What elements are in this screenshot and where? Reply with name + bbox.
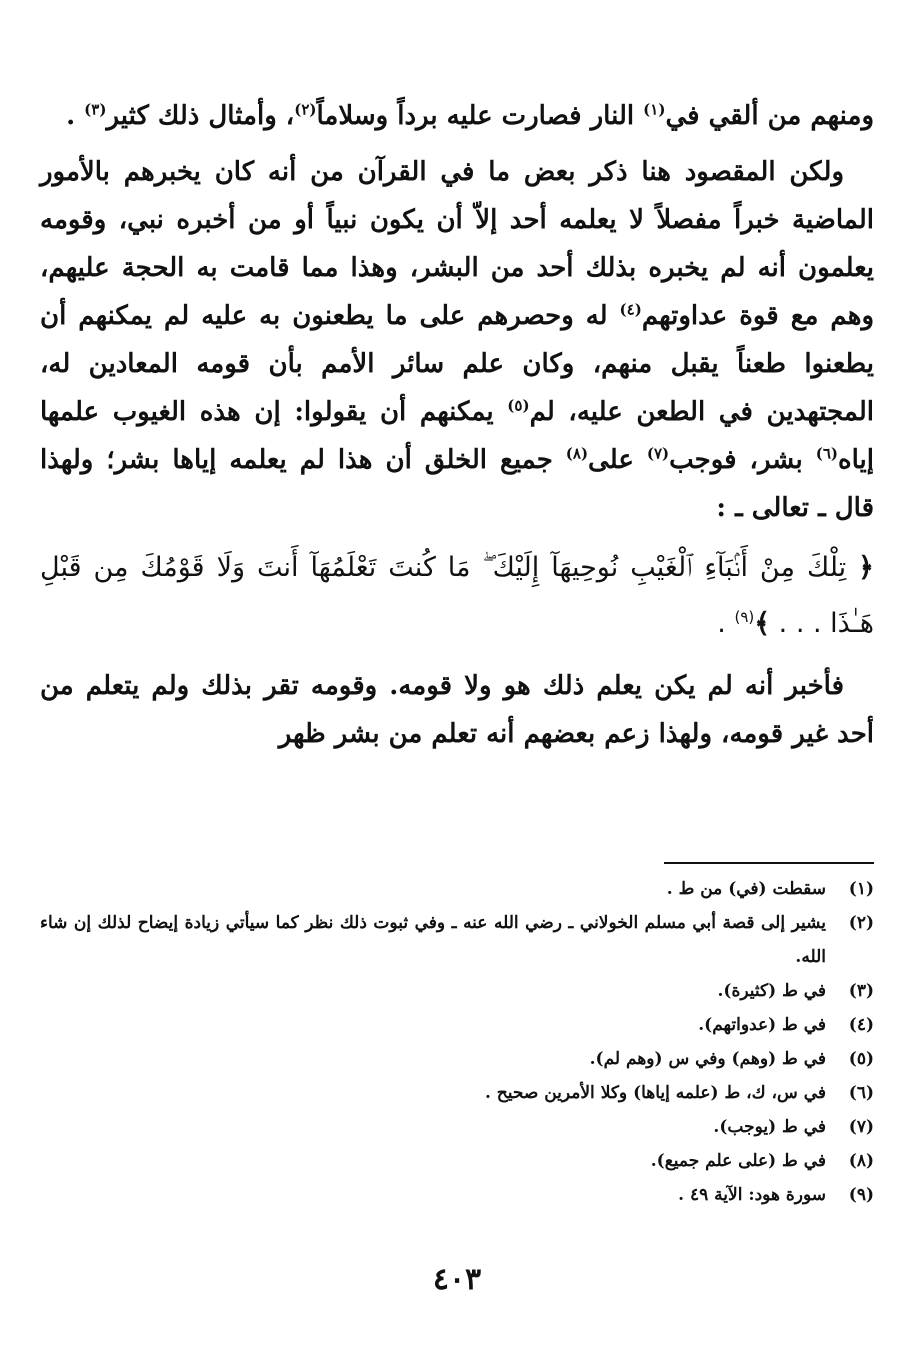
page-number: ٤٠٣ [432, 1262, 482, 1297]
main-text [40, 92, 874, 766]
footnote-number: (٤) [848, 1015, 874, 1035]
footnote-text: في س، ك، ط (علمه إياها) وكلا الأمرين صحيح . [484, 1083, 826, 1103]
paragraph-2-text-e: على [588, 445, 647, 475]
footnote-text: سورة هود: الآية ٤٩ . [678, 1185, 826, 1205]
footnote-item [40, 906, 874, 974]
footnote-number: (٩) [848, 1185, 874, 1205]
footnote-text: في ط (يوجب). [713, 1117, 826, 1137]
quran-open-bracket: ﴿ [858, 552, 874, 583]
book-page [40, 0, 874, 1370]
paragraph-1 [40, 92, 874, 140]
paragraph-2-text-d: بشر، فوجب [669, 445, 816, 475]
paragraph-1-text-c: ، وأمثال ذلك كثير [106, 101, 295, 131]
footnote-number: (١) [848, 879, 874, 899]
footnote-number: (٢) [848, 913, 874, 933]
footnote-number: (٦) [848, 1083, 874, 1103]
footnotes-list [40, 872, 874, 1212]
footnote-item [40, 1178, 874, 1212]
footnote-marker-2[interactable]: (٢) [294, 100, 317, 119]
footnote-marker-4[interactable]: (٤) [619, 300, 642, 319]
paragraph-2-text-b: له وحصرهم على ما يطعنون به عليه لم يمكنهم أن يطعنوا طعناً يقبل منهم، وكان علم سائر الأمم بأن قومه المعادين له، المجتهدين في الطعن عليه، لم [40, 301, 875, 427]
footnote-item [40, 1110, 874, 1144]
quran-verse-text: تِلْكَ مِنْ أَنۢبَآءِ ٱلْغَيْبِ نُوحِيهَآ إِلَيْكَ ۖ مَا كُنتَ تَعْلَمُهَآ أَنتَ وَلَا قَوْمُكَ مِن قَبْلِ هَـٰذَا . . . [40, 552, 874, 639]
footnote-marker-6[interactable]: (٦) [815, 444, 838, 463]
footnote-number: (٨) [848, 1151, 874, 1171]
quran-close-bracket: ﴾ [754, 608, 771, 639]
paragraph-2-text-c: يمكنهم أن يقولوا: إن هذه الغيوب علمها إياه [40, 397, 875, 475]
paragraph-3 [40, 662, 874, 758]
paragraph-3-text: فأخبر أنه لم يكن يعلم ذلك هو ولا قومه. وقومه تقر بذلك ولم يتعلم من أحد غير قومه، ولهذا زعم بعضهم أنه تعلم من بشر ظهر [40, 671, 874, 749]
footnote-number: (٣) [848, 981, 874, 1001]
footnote-item [40, 872, 874, 906]
quran-verse-end: . [717, 608, 735, 639]
paragraph-1-text-a: ومنهم من ألقي في [665, 101, 874, 131]
footnote-item [40, 1076, 874, 1110]
footnote-item [40, 1144, 874, 1178]
footnote-marker-9[interactable]: (٩) [734, 608, 755, 626]
paragraph-2-text-a: ولكن المقصود هنا ذكر بعض ما في القرآن من أنه كان يخبرهم بالأمور الماضية خبراً مفصلاً لا يعلمه أحد إلاّ أن يكون نبياً أو من أخبره نبي، وقومه يعلمون أنه لم يخبره بذلك أحد من البشر، وهذا مما قامت به الحجة عليهم، وهم مع قوة عداوتهم [40, 157, 875, 331]
footnote-number: (٧) [848, 1117, 874, 1137]
footnote-text: في ط (وهم) وفي س (وهم لم). [589, 1049, 826, 1069]
footnote-item [40, 974, 874, 1008]
paragraph-2 [40, 148, 874, 532]
footnote-marker-5[interactable]: (٥) [507, 396, 530, 415]
footnote-item [40, 1008, 874, 1042]
footnote-marker-8[interactable]: (٨) [565, 444, 589, 463]
quran-verse [40, 540, 874, 652]
footnote-item [40, 1042, 874, 1076]
footnote-divider [664, 862, 874, 864]
footnote-marker-7[interactable]: (٧) [646, 444, 670, 463]
footnote-text: في ط (على علم جميع). [650, 1151, 826, 1171]
footnote-marker-1[interactable]: (١) [643, 100, 666, 119]
paragraph-2-text-f: جميع الخلق أن هذا لم يعلمه إياها بشر؛ ولهذا قال ـ تعالى ـ : [40, 445, 874, 523]
footnote-text: سقطت (في) من ط . [666, 879, 826, 899]
footnote-number: (٥) [848, 1049, 874, 1069]
footnote-text: يشير إلى قصة أبي مسلم الخولاني ـ رضي الله عنه ـ وفي ثبوت ذلك نظر كما سيأتي زيادة إيضاح لذلك إن شاء الله. [40, 913, 826, 967]
footnote-text: في ط (عدواتهم). [698, 1015, 826, 1035]
paragraph-1-text-d: . [66, 101, 85, 131]
paragraph-1-text-b: النار فصارت عليه برداً وسلاماً [316, 101, 635, 131]
footnote-text: في ط (كثيرة). [717, 981, 826, 1001]
footnote-marker-3[interactable]: (٣) [84, 100, 107, 119]
